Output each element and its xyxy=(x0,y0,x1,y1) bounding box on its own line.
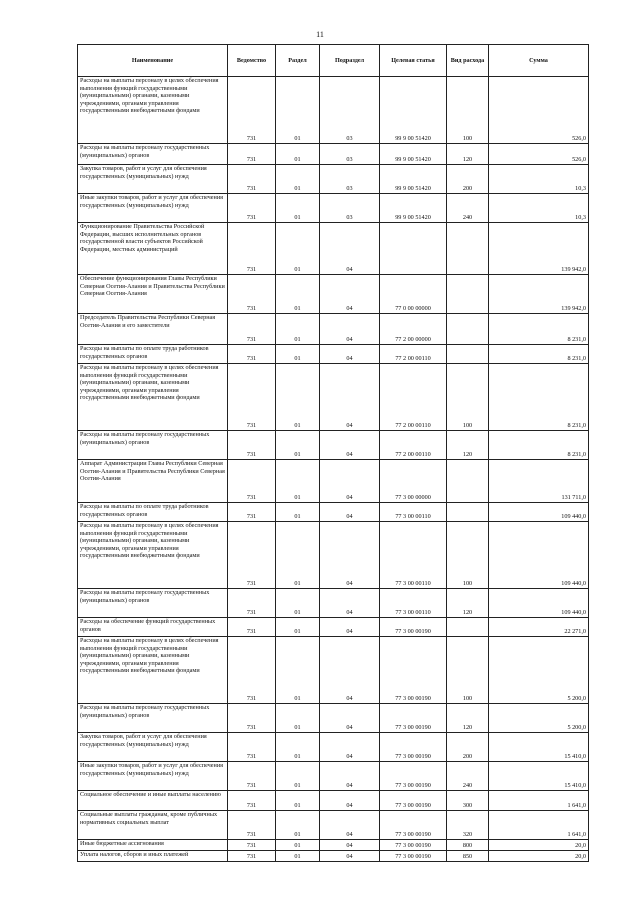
cell-target-item: 77 2 00 00110 xyxy=(380,431,447,460)
cell-subsection: 03 xyxy=(320,77,380,144)
cell-target-item: 77 3 00 00190 xyxy=(380,791,447,811)
cell-section: 01 xyxy=(276,762,320,791)
cell-subsection: 04 xyxy=(320,589,380,618)
table-body xyxy=(78,77,589,862)
cell-department: 731 xyxy=(228,840,276,851)
cell-name: Закупка товаров, работ и услуг для обеспечения государственных (муниципальных) нужд xyxy=(78,165,228,194)
cell-expense-type xyxy=(447,345,489,364)
cell-section: 01 xyxy=(276,77,320,144)
cell-target-item: 77 3 00 00190 xyxy=(380,851,447,862)
cell-amount: 526,0 xyxy=(489,144,589,165)
cell-name: Расходы на выплаты персоналу в целях обеспечения выполнения функций государственными (муниципальными) органами, казенными учреждениями, органами управления государственными внебюджетными фондами xyxy=(78,522,228,589)
cell-name: Социальное обеспечение и иные выплаты населению xyxy=(78,791,228,811)
cell-subsection: 04 xyxy=(320,314,380,345)
cell-section: 01 xyxy=(276,165,320,194)
cell-target-item: 77 3 00 00190 xyxy=(380,811,447,840)
cell-subsection: 04 xyxy=(320,811,380,840)
cell-section: 01 xyxy=(276,503,320,522)
cell-section: 01 xyxy=(276,522,320,589)
cell-name: Расходы на выплаты персоналу в целях обеспечения выполнения функций государственными (муниципальными) органами, казенными учреждениями, органами управления государственными внебюджетными фондами xyxy=(78,77,228,144)
cell-amount: 22 271,0 xyxy=(489,618,589,637)
cell-name: Аппарат Администрации Главы Республики Северная Осетия-Алания и Правительства Республики Северная Осетия-Алания xyxy=(78,460,228,503)
cell-expense-type: 200 xyxy=(447,165,489,194)
cell-amount: 1 641,0 xyxy=(489,791,589,811)
cell-section: 01 xyxy=(276,840,320,851)
cell-name: Председатель Правительства Республики Северная Осетия-Алания и его заместители xyxy=(78,314,228,345)
cell-department: 731 xyxy=(228,618,276,637)
cell-section: 01 xyxy=(276,637,320,704)
cell-target-item: 77 2 00 00110 xyxy=(380,345,447,364)
cell-amount: 10,3 xyxy=(489,194,589,223)
cell-expense-type xyxy=(447,223,489,275)
cell-department: 731 xyxy=(228,791,276,811)
table-row xyxy=(78,589,589,618)
cell-amount: 131 711,0 xyxy=(489,460,589,503)
cell-expense-type: 320 xyxy=(447,811,489,840)
table-row xyxy=(78,762,589,791)
cell-amount: 20,0 xyxy=(489,851,589,862)
cell-target-item: 77 3 00 00190 xyxy=(380,637,447,704)
cell-expense-type: 100 xyxy=(447,77,489,144)
cell-department: 731 xyxy=(228,522,276,589)
budget-table xyxy=(77,44,589,862)
cell-expense-type xyxy=(447,503,489,522)
cell-name: Обеспечение функционирования Главы Республики Северная Осетия-Алания и Правительства Республики Северная Осетия-Алания xyxy=(78,275,228,314)
cell-amount: 526,0 xyxy=(489,77,589,144)
cell-expense-type: 240 xyxy=(447,762,489,791)
cell-expense-type: 800 xyxy=(447,840,489,851)
cell-department: 731 xyxy=(228,194,276,223)
cell-name: Расходы на выплаты по оплате труда работников государственных органов xyxy=(78,503,228,522)
cell-department: 731 xyxy=(228,345,276,364)
cell-target-item: 77 3 00 00190 xyxy=(380,762,447,791)
header-section: Раздел xyxy=(276,45,320,77)
table-row xyxy=(78,77,589,144)
cell-amount: 1 641,0 xyxy=(489,811,589,840)
cell-amount: 8 231,0 xyxy=(489,314,589,345)
table-row xyxy=(78,431,589,460)
header-name: Наименование xyxy=(78,45,228,77)
cell-expense-type: 120 xyxy=(447,589,489,618)
cell-amount: 5 200,0 xyxy=(489,637,589,704)
cell-department: 731 xyxy=(228,733,276,762)
cell-target-item: 77 3 00 00110 xyxy=(380,522,447,589)
cell-department: 731 xyxy=(228,364,276,431)
cell-subsection: 04 xyxy=(320,704,380,733)
cell-subsection: 04 xyxy=(320,223,380,275)
table-row xyxy=(78,194,589,223)
cell-department: 731 xyxy=(228,165,276,194)
header-expense-type: Вид расхода xyxy=(447,45,489,77)
cell-name: Расходы на выплаты персоналу государственных (муниципальных) органов xyxy=(78,144,228,165)
cell-amount: 8 231,0 xyxy=(489,364,589,431)
table-row xyxy=(78,733,589,762)
table-row xyxy=(78,503,589,522)
cell-subsection: 04 xyxy=(320,762,380,791)
page-number: 11 xyxy=(316,30,324,39)
cell-section: 01 xyxy=(276,431,320,460)
cell-subsection: 04 xyxy=(320,345,380,364)
header-amount: Сумма xyxy=(489,45,589,77)
cell-subsection: 03 xyxy=(320,165,380,194)
header-row xyxy=(78,45,589,77)
cell-name: Расходы на обеспечение функций государственных органов xyxy=(78,618,228,637)
cell-amount: 139 942,0 xyxy=(489,223,589,275)
cell-department: 731 xyxy=(228,431,276,460)
cell-section: 01 xyxy=(276,223,320,275)
cell-target-item: 77 3 00 00110 xyxy=(380,589,447,618)
cell-department: 731 xyxy=(228,811,276,840)
cell-name: Уплата налогов, сборов и иных платежей xyxy=(78,851,228,862)
cell-target-item: 77 2 00 00000 xyxy=(380,314,447,345)
cell-subsection: 04 xyxy=(320,733,380,762)
table-row xyxy=(78,364,589,431)
cell-department: 731 xyxy=(228,762,276,791)
cell-amount: 15 410,0 xyxy=(489,762,589,791)
cell-subsection: 04 xyxy=(320,618,380,637)
cell-section: 01 xyxy=(276,733,320,762)
cell-subsection: 04 xyxy=(320,851,380,862)
table-row xyxy=(78,275,589,314)
cell-department: 731 xyxy=(228,704,276,733)
cell-name: Расходы на выплаты персоналу государственных (муниципальных) органов xyxy=(78,431,228,460)
cell-department: 731 xyxy=(228,851,276,862)
cell-amount: 109 440,0 xyxy=(489,522,589,589)
cell-target-item: 77 3 00 00190 xyxy=(380,840,447,851)
cell-name: Функционирование Правительства Российской Федерации, высших исполнительных органов государственной власти субъектов Российской Федерации, местных администраций xyxy=(78,223,228,275)
cell-expense-type xyxy=(447,460,489,503)
cell-expense-type xyxy=(447,275,489,314)
cell-expense-type: 850 xyxy=(447,851,489,862)
table-row xyxy=(78,851,589,862)
cell-target-item xyxy=(380,223,447,275)
cell-section: 01 xyxy=(276,704,320,733)
cell-department: 731 xyxy=(228,460,276,503)
cell-target-item: 77 3 00 00190 xyxy=(380,618,447,637)
cell-name: Закупка товаров, работ и услуг для обеспечения государственных (муниципальных) нужд xyxy=(78,733,228,762)
cell-amount: 20,0 xyxy=(489,840,589,851)
cell-target-item: 99 9 00 51420 xyxy=(380,165,447,194)
cell-subsection: 04 xyxy=(320,364,380,431)
cell-department: 731 xyxy=(228,589,276,618)
cell-section: 01 xyxy=(276,791,320,811)
cell-section: 01 xyxy=(276,460,320,503)
cell-amount: 8 231,0 xyxy=(489,345,589,364)
cell-expense-type: 100 xyxy=(447,364,489,431)
cell-subsection: 04 xyxy=(320,522,380,589)
cell-subsection: 04 xyxy=(320,637,380,704)
cell-section: 01 xyxy=(276,144,320,165)
table-row xyxy=(78,618,589,637)
cell-name: Расходы на выплаты персоналу государственных (муниципальных) органов xyxy=(78,589,228,618)
cell-name: Расходы на выплаты по оплате труда работников государственных органов xyxy=(78,345,228,364)
cell-expense-type: 300 xyxy=(447,791,489,811)
cell-name: Расходы на выплаты персоналу в целях обеспечения выполнения функций государственными (муниципальными) органами, казенными учреждениями, органами управления государственными внебюджетными фондами xyxy=(78,637,228,704)
table-row xyxy=(78,345,589,364)
cell-amount: 5 200,0 xyxy=(489,704,589,733)
cell-section: 01 xyxy=(276,194,320,223)
table-row xyxy=(78,314,589,345)
cell-expense-type: 240 xyxy=(447,194,489,223)
cell-name: Иные закупки товаров, работ и услуг для обеспечения государственных (муниципальных) нужд xyxy=(78,194,228,223)
cell-section: 01 xyxy=(276,618,320,637)
cell-subsection: 04 xyxy=(320,275,380,314)
cell-expense-type: 100 xyxy=(447,522,489,589)
cell-target-item: 77 2 00 00110 xyxy=(380,364,447,431)
cell-amount: 10,3 xyxy=(489,165,589,194)
table-header xyxy=(78,45,589,77)
cell-name: Социальные выплаты гражданам, кроме публичных нормативных социальных выплат xyxy=(78,811,228,840)
cell-amount: 8 231,0 xyxy=(489,431,589,460)
table-row xyxy=(78,840,589,851)
cell-target-item: 77 3 00 00000 xyxy=(380,460,447,503)
cell-amount: 109 440,0 xyxy=(489,589,589,618)
cell-department: 731 xyxy=(228,77,276,144)
cell-subsection: 03 xyxy=(320,194,380,223)
cell-target-item: 99 9 00 51420 xyxy=(380,194,447,223)
cell-amount: 15 410,0 xyxy=(489,733,589,762)
table-row xyxy=(78,165,589,194)
cell-section: 01 xyxy=(276,364,320,431)
cell-section: 01 xyxy=(276,589,320,618)
cell-expense-type: 120 xyxy=(447,704,489,733)
cell-department: 731 xyxy=(228,637,276,704)
table-row xyxy=(78,223,589,275)
cell-section: 01 xyxy=(276,345,320,364)
cell-subsection: 03 xyxy=(320,144,380,165)
cell-subsection: 04 xyxy=(320,460,380,503)
table-row xyxy=(78,637,589,704)
cell-target-item: 99 9 00 51420 xyxy=(380,144,447,165)
cell-expense-type: 200 xyxy=(447,733,489,762)
cell-department: 731 xyxy=(228,223,276,275)
cell-section: 01 xyxy=(276,314,320,345)
cell-expense-type: 100 xyxy=(447,637,489,704)
cell-subsection: 04 xyxy=(320,431,380,460)
cell-expense-type xyxy=(447,618,489,637)
cell-expense-type: 120 xyxy=(447,144,489,165)
cell-subsection: 04 xyxy=(320,503,380,522)
table-row xyxy=(78,522,589,589)
cell-department: 731 xyxy=(228,275,276,314)
table-row xyxy=(78,144,589,165)
cell-department: 731 xyxy=(228,314,276,345)
cell-expense-type xyxy=(447,314,489,345)
cell-department: 731 xyxy=(228,503,276,522)
cell-name: Иные закупки товаров, работ и услуг для обеспечения государственных (муниципальных) нужд xyxy=(78,762,228,791)
cell-amount: 139 942,0 xyxy=(489,275,589,314)
cell-subsection: 04 xyxy=(320,791,380,811)
cell-target-item: 77 3 00 00190 xyxy=(380,733,447,762)
header-subsection: Подраздел xyxy=(320,45,380,77)
cell-section: 01 xyxy=(276,851,320,862)
table-row xyxy=(78,791,589,811)
table-row xyxy=(78,811,589,840)
cell-target-item: 77 3 00 00110 xyxy=(380,503,447,522)
cell-section: 01 xyxy=(276,811,320,840)
cell-amount: 109 440,0 xyxy=(489,503,589,522)
table-row xyxy=(78,704,589,733)
cell-target-item: 99 9 00 51420 xyxy=(380,77,447,144)
cell-subsection: 04 xyxy=(320,840,380,851)
header-department: Ведомство xyxy=(228,45,276,77)
cell-target-item: 77 0 00 00000 xyxy=(380,275,447,314)
cell-section: 01 xyxy=(276,275,320,314)
cell-department: 731 xyxy=(228,144,276,165)
table-row xyxy=(78,460,589,503)
cell-name: Расходы на выплаты персоналу в целях обеспечения выполнения функций государственными (муниципальными) органами, казенными учреждениями, органами управления государственными внебюджетными фондами xyxy=(78,364,228,431)
header-target-item: Целевая статья xyxy=(380,45,447,77)
cell-expense-type: 120 xyxy=(447,431,489,460)
cell-name: Расходы на выплаты персоналу государственных (муниципальных) органов xyxy=(78,704,228,733)
cell-target-item: 77 3 00 00190 xyxy=(380,704,447,733)
cell-name: Иные бюджетные ассигнования xyxy=(78,840,228,851)
